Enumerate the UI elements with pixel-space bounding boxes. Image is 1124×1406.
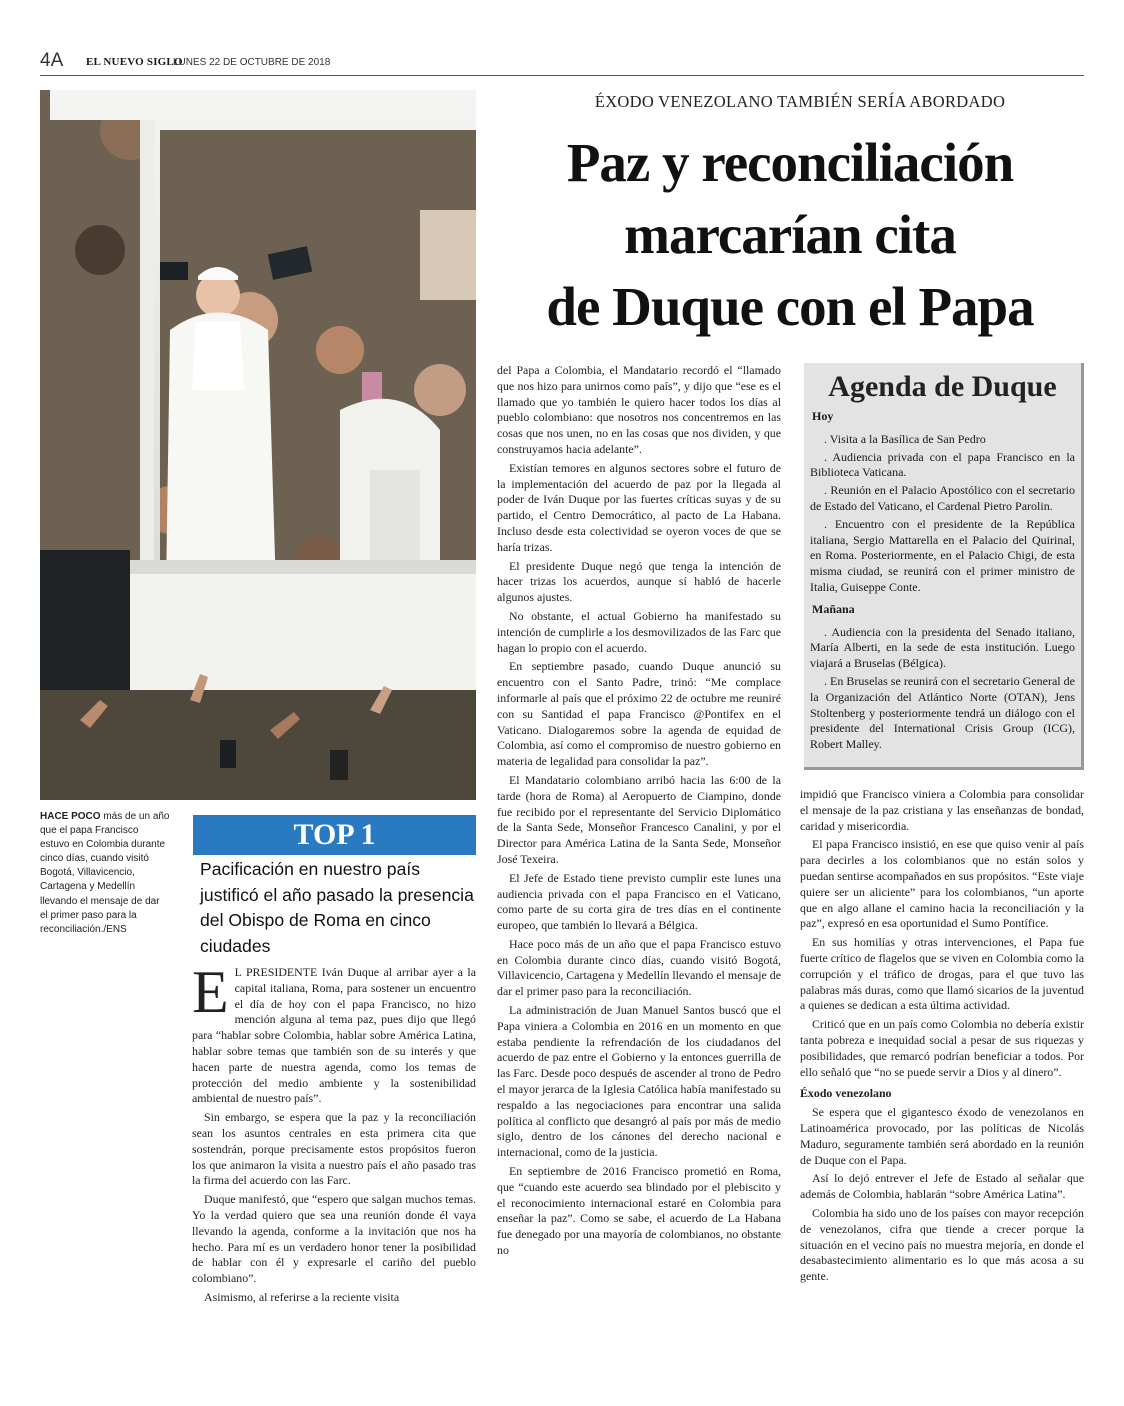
- paragraph: El Jefe de Estado tiene previsto cumplir este lunes una audiencia privada con el papa Francisco en el Vaticano, como parte de su corta gira de tres días en el continente europeo, que también lo llevará a Bélgica.: [497, 870, 781, 933]
- paragraph: Sin embargo, se espera que la paz y la reconciliación sean los asuntos centrales en esta primera cita que sostendrán, porque precisamente estos propósitos fueron los que animaron la visita a nuestro país el año pasado tras la firma del acuerdo con las Farc.: [192, 1110, 476, 1188]
- top-box-label: TOP 1: [193, 815, 476, 855]
- paragraph: No obstante, el actual Gobierno ha manifestado su intención de cumplirle a los desmovilizados de las Farc que hagan lo propio con el acuerdo.: [497, 608, 781, 655]
- agenda-list: [810, 625, 1075, 753]
- paragraph: Así lo dejó entrever el Jefe de Estado al señalar que además de Colombia, hablarán “sobre América Latina”.: [800, 1171, 1084, 1202]
- paragraph: La administración de Juan Manuel Santos buscó que el Papa viniera a Colombia en 2016 en un momento en que estaba pendiente la refrendación de los ciudadanos del acuerdo de paz entre el Gobierno y la entonces guerrilla de las Farc. Desde poco después de ascender al trono de Pedro el mayor jerarca de la Iglesia Católica había manifestado su respaldo a las negociaciones para encontrar una salida política al conflicto que desangró al país por más de medio siglo, dentro de los cánones del derecho nacional e internacional, como de la justicia.: [497, 1003, 781, 1160]
- paragraph: Se espera que el gigantesco éxodo de venezolanos en Latinoamérica provocado, por las políticas de Nicolás Maduro, seguramente también será abordado en la reunión de Duque con el Papa.: [800, 1105, 1084, 1167]
- agenda-item: . Visita a la Basílica de San Pedro: [824, 431, 986, 446]
- agenda-item: . Encuentro con el presidente de la República italiana, Sergio Mattarella en el Palacio del Quirinal, en Roma. Posteriormente, en el Palacio Chigi, de esta misma ciudad, se reunirá con el primer ministro de Italia, Guiseppe Conte.: [810, 516, 1075, 594]
- paragraph: Colombia ha sido uno de los países con mayor recepción de venezolanos, cifra que tiende a crecer porque la situación en el vecino país no muestra mejoría, en donde el desabastecimiento alimentario es lo que más acosa a su gente.: [800, 1205, 1084, 1284]
- paragraph: Criticó que en un país como Colombia no debería existir tanta pobreza e inequidad social a pesar de sus riquezas y posibilidades, que remarcó podrían beneficiar a todos. Por ello señaló que “no se puede servir a Dios y al dinero”.: [800, 1017, 1084, 1079]
- agenda-day-label: Mañana: [812, 601, 855, 616]
- agenda-item: . Audiencia con la presidenta del Senado italiano, María Alberti, en la sede de esta institución. Luego viajará a Bruselas (Bélgica).: [810, 624, 1075, 671]
- paragraph: Hace poco más de un año que el papa Francisco estuvo en Colombia durante cinco días, cuando visitó Bogotá, Villavicencio, Cartagena y Medellín llevando el mensaje de dar el primer paso para la reconciliación.: [497, 936, 781, 999]
- page-number: 4A: [40, 50, 64, 71]
- pope-photo-image: [40, 90, 476, 800]
- article-headline: [490, 127, 1090, 343]
- agenda-title: Agenda de Duque: [828, 370, 1057, 403]
- paragraph: En septiembre de 2016 Francisco prometió en Roma, que “cuando este acuerdo sea blindado por el plebiscito y el reconocimiento internacional estaré en Colombia para enseñar la paz”. Como se sabe, el acuerdo de La Habana fue denegado por una mayoría de colombianos, no obstante no: [497, 1164, 781, 1258]
- article-column-3: [800, 787, 1084, 1288]
- paragraph: Existían temores en algunos sectores sobre el futuro de la implementación del acuerdo de paz por la llegada al poder de Iván Duque por las fuertes críticas suyas y de su partido, el Centro Democrático, al pacto de La Habana. Incluso desde esta colectividad se oyeron voces de que se haría trizas.: [497, 460, 781, 554]
- paragraph: E L PRESIDENTE Iván Duque al arribar ayer a la capital italiana, Roma, para sostener un encuentro el día de hoy con el papa Francisco, no hizo mención alguna al tema paz, pues dijo que llegó para “hablar sobre Colombia, hablar sobre América Latina, hablar sobre temas que también son de su interés y que hacen parte de nuestra agenda, como los temas de protección del medio ambiente y la sostenibilidad ambiental de nuestro país”.: [192, 959, 476, 1106]
- agenda-item: . En Bruselas se reunirá con el secretario General de la Organización del Atlántico Norte (OTAN), Jens Stoltenberg y posteriormente tendrá un diálogo con el presidente del International Crisis Group (ICG), Robert Malley.: [810, 673, 1075, 752]
- article-column-1: [192, 959, 476, 1309]
- paragraph: En septiembre pasado, cuando Duque anunció su encuentro con el Santo Padre, trinó: “Me complace informarle al país que el próximo 22 de octubre me reuniré con su Santidad el papa Francisco @Pontifex en el Vaticano. Dialogaremos sobre la agenda de equidad de Colombia, así como el compromiso de nuestro gobierno en materia de legalidad para consolidar la paz”.: [497, 659, 781, 769]
- headline-line: marcarían cita: [624, 204, 956, 265]
- newspaper-name: EL NUEVO SIGLO: [86, 56, 183, 68]
- headline-line: de Duque con el Papa: [546, 276, 1034, 337]
- caption-lead: HACE POCO: [40, 811, 101, 822]
- agenda-item: . Reunión en el Palacio Apostólico con el secretario de Estado del Vaticano, el Cardenal Pietro Parolin.: [810, 483, 1075, 513]
- paragraph: Asimismo, al referirse a la reciente visita: [204, 1289, 400, 1304]
- drop-cap: E: [192, 959, 229, 1025]
- photo-caption: [40, 810, 170, 937]
- paragraph: El presidente Duque negó que tenga la intención de hacer trizas los acuerdos, aunque sí habló de hacerle algunos ajustes.: [497, 558, 781, 605]
- top-box-subtitle: Pacificación en nuestro país justificó el año pasado la presencia del Obispo de Roma en cinco ciudades: [200, 859, 474, 956]
- paragraph: Duque manifestó, que “espero que salgan muchos temas. Yo la verdad quiero que sea una reunión donde él vaya llevando la agenda, conforme a la invitación que nos ha hecho. Para mí es un verdadero honor tener la posibilidad de hablar con él y expresarle el cariño del pueblo colombiano”.: [192, 1192, 476, 1286]
- headline-line: Paz y reconciliación: [566, 132, 1014, 193]
- pope-photo: [40, 90, 476, 800]
- article-column-2: [497, 363, 781, 1262]
- caption-credit: ENS: [106, 923, 127, 935]
- paragraph: El Mandatario colombiano arribó hacia las 6:00 de la tarde (hora de Roma) al Aeropuerto de Ciampino, donde fue recibido por el representante del Servicio Diplomático de la Santa Sede, Monseñor Francesco Canalini, y por el Director para América Latina de la Santa Sede, Monseñor José Texeira.: [497, 772, 781, 866]
- section-subheading: Éxodo venezolano: [800, 1086, 892, 1101]
- article-kicker: ÉXODO VENEZOLANO TAMBIÉN SERÍA ABORDADO: [594, 92, 1006, 111]
- page-header: [40, 48, 1084, 76]
- caption-text: más de un año que el papa Francisco estuvo en Colombia durante cinco días, cuando visitó Bogotá, Villavicencio, Cartagena y Medellín llevando el mensaje de dar el primer paso para la reconciliación./: [40, 811, 170, 935]
- issue-date: LUNES 22 DE OCTUBRE DE 2018: [173, 57, 331, 68]
- paragraph: impidió que Francisco viniera a Colombia para consolidar el mensaje de la paz cristiana y las enseñanzas de bondad, caridad y misericordia.: [800, 787, 1084, 833]
- agenda-list: [810, 432, 1075, 596]
- agenda-day-label: Hoy: [812, 409, 834, 423]
- paragraph: En sus homilías y otras intervenciones, el Papa fue fuerte crítico de flagelos que se viven en Colombia como la corrupción y el tráfico de drogas, para el que tuvo las palabras más duras, como que llamó sicarios de la juventud a quienes se dedican a esta última actividad.: [800, 935, 1084, 1013]
- paragraph: del Papa a Colombia, el Mandatario recordó el “llamado que nos hizo para unirnos como país”, y dijo que “ese es el llamado que yo también le quiero hacer todos los días al pueblo colombiano: que nosotros nos concentremos en las cosas que nos unen, no en las cosas que nos dividen, y que construyamos hacia adelante”.: [497, 363, 781, 456]
- paragraph: El papa Francisco insistió, en ese que quiso venir al país para decirles a los colombianos que no están solos y puedan sentirse acompañados en sus propósitos. “Este viaje quiere ser un aliciente” para los colombianos, “un aporte que en algo allane el camino hacia la reconciliación y la paz”, expresó en esa oportunidad el Sumo Pontífice.: [800, 837, 1084, 931]
- agenda-box: [804, 363, 1084, 770]
- agenda-item: . Audiencia privada con el papa Francisco en la Biblioteca Vaticana.: [810, 449, 1075, 480]
